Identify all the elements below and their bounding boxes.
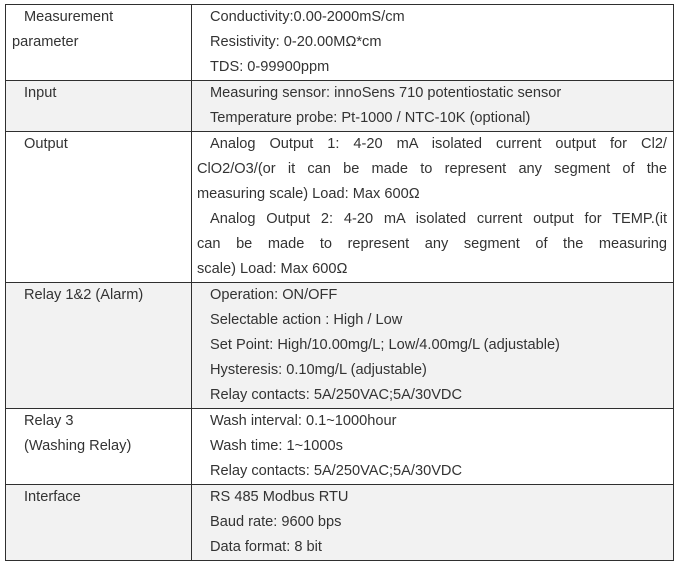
spec-value-line: can be made to represent any segment of the measuring xyxy=(197,236,667,252)
spec-value-line: Resistivity: 0-20.00MΩ*cm xyxy=(210,34,382,50)
spec-value-line: Baud rate: 9600 bps xyxy=(210,514,342,530)
spec-value-line: scale) Load: Max 600Ω xyxy=(197,261,348,277)
spec-label-line: Measurement xyxy=(24,9,114,25)
spec-label-line: Output xyxy=(24,136,68,152)
spec-value-cell xyxy=(192,81,674,132)
spec-value-line: RS 485 Modbus RTU xyxy=(210,489,349,505)
spec-value-line: Set Point: High/10.00mg/L; Low/4.00mg/L (adjustable) xyxy=(210,337,560,353)
spec-value-line: Relay contacts: 5A/250VAC;5A/30VDC xyxy=(210,463,463,479)
spec-row-relay-3 xyxy=(6,409,674,485)
spec-label-line: Input xyxy=(24,85,57,101)
spec-value-line: measuring scale) Load: Max 600Ω xyxy=(197,186,420,202)
spec-row-interface xyxy=(6,485,674,561)
spec-value-line: TDS: 0-99900ppm xyxy=(210,59,330,75)
spec-value-line: Data format: 8 bit xyxy=(210,539,322,555)
spec-value-line: Hysteresis: 0.10mg/L (adjustable) xyxy=(210,362,427,378)
spec-value-cell xyxy=(192,132,674,283)
spec-value-cell xyxy=(192,5,674,81)
spec-value-line: Analog Output 1: 4-20 mA isolated current output for Cl2/ xyxy=(210,136,667,152)
spec-row-relay-1-2 xyxy=(6,283,674,409)
spec-value-line: Temperature probe: Pt-1000 / NTC-10K (optional) xyxy=(210,110,531,126)
spec-label-cell xyxy=(6,409,192,485)
spec-row-input xyxy=(6,81,674,132)
spec-label-cell xyxy=(6,283,192,409)
spec-value-line: ClO2/O3/(or it can be made to represent any segment of the xyxy=(197,161,667,177)
spec-value-line: Measuring sensor: innoSens 710 potentiostatic sensor xyxy=(210,85,562,101)
spec-label-cell xyxy=(6,485,192,561)
spec-value-line: Relay contacts: 5A/250VAC;5A/30VDC xyxy=(210,387,463,403)
spec-value-line: Wash time: 1~1000s xyxy=(210,438,343,454)
spec-value-cell xyxy=(192,485,674,561)
specification-table xyxy=(5,4,674,561)
spec-label-line: Relay 1&2 (Alarm) xyxy=(24,287,144,303)
spec-value-line: Wash interval: 0.1~1000hour xyxy=(210,413,397,429)
spec-value-cell xyxy=(192,283,674,409)
spec-value-cell xyxy=(192,409,674,485)
spec-label-line: Interface xyxy=(24,489,81,505)
spec-label-cell xyxy=(6,132,192,283)
spec-value-line: Conductivity:0.00-2000mS/cm xyxy=(210,9,405,25)
spec-value-line: Analog Output 2: 4-20 mA isolated current output for TEMP.(it xyxy=(210,211,667,227)
spec-value-line: Operation: ON/OFF xyxy=(210,287,338,303)
spec-label-cell xyxy=(6,81,192,132)
spec-label-line: parameter xyxy=(12,34,79,50)
spec-row-output xyxy=(6,132,674,283)
spec-label-line: Relay 3 xyxy=(24,413,74,429)
spec-value-line: Selectable action : High / Low xyxy=(210,312,403,328)
spec-label-cell xyxy=(6,5,192,81)
spec-row-measurement-parameter xyxy=(6,5,674,81)
spec-label-line: (Washing Relay) xyxy=(24,438,132,454)
